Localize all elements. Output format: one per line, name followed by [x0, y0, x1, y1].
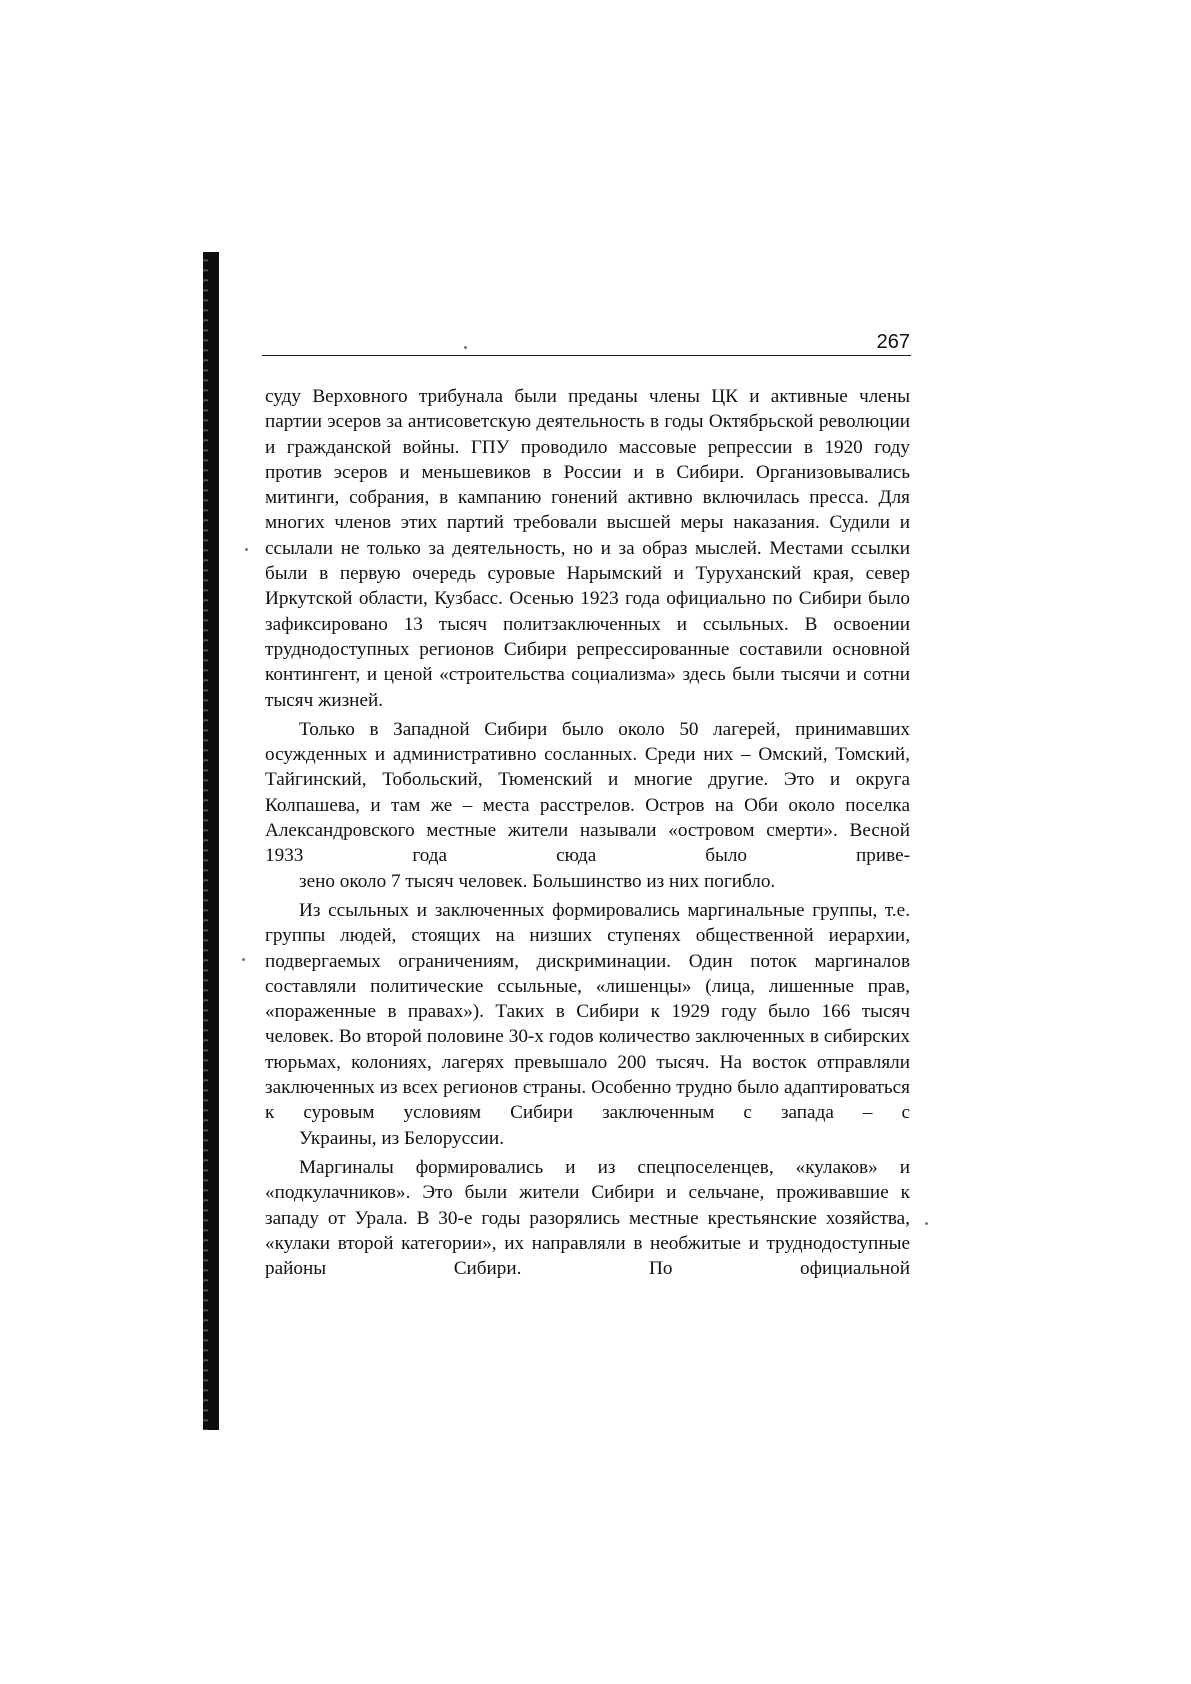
paragraph-2-body: Только в Западной Сибири было около 50 лагерей, принимавших осужденных и административно сосланных. Среди них – Омский, Томский, Тайгинский, Тобольский, Тюменский и многие другие. Это и округа Колпашева, и там же – места расстрелов. Остров на Оби около поселка Александровского местные жители называли «островом смерти». Весной 1933 года сюда было приве-: [265, 718, 910, 867]
paragraph-3-body: Из ссыльных и заключенных формировались маргинальные группы, т.е. группы людей, стоящих на низших ступенях общественной иерархии, подвергаемых ограничениям, дискриминации. Один поток маргиналов составляли политические ссыльные, «лишенцы» (лица, лишенные прав, «пораженные в правах»). Таких в Сибири к 1929 году было 166 тысяч человек. Во второй половине 30-х годов количество заключенных в сибирских тюрьмах, колониях, лагерях превышало 200 тысяч. На восток отправляли заключенных из всех регионов страны. Особенно трудно было адаптироваться к суровым условиям Сибири заключенным с запада – с: [265, 899, 910, 1124]
paragraph-1-body: суду Верховного трибунала были преданы члены ЦК и активные члены партии эсеров за антисоветскую деятельность в годы Октябрьской революции и гражданской войны. ГПУ проводило массовые репрессии в 1920 году против эсеров и меньшевиков в России и в Сибири. Организовывались митинги, собрания, в кампанию гонений активно включилась пресса. Для многих членов этих партий требовали высшей меры наказания. Судили и ссылали не только за деятельность, но и за образ мыслей. Местами ссылки были в первую очередь суровые Нарымский и Туруханский края, север Иркутской области, Кузбасс. Осенью 1923 года официально по Сибири было зафиксировано 13 тысяч политзаключенных и ссыльных. В освоении труднодоступных регионов Сибири репрессированные составили основной контингент, и ценой «строительства социализма» здесь были тысячи и сотни: [265, 386, 910, 686]
scan-speck: [242, 958, 245, 961]
paragraph-1-last-line: тысяч жизней.: [265, 689, 384, 711]
paragraph-3-last-line: Украины, из Белоруссии.: [299, 1127, 504, 1149]
paragraph-4-body: Маргиналы формировались и из спецпоселенцев, «кулаков» и «подкулачников». Это были жители Сибири и сельчане, проживавшие к западу от Урала. В 30-е годы разорялись местные крестьянские хозяйства, «кулаки второй категории», их направляли в необжитые и труднодоступные районы Сибири. По официальной: [265, 1156, 910, 1280]
scan-speck: [464, 346, 467, 349]
paragraph-3: [265, 898, 910, 1151]
page-number: 267: [876, 331, 910, 353]
paragraph-1: [265, 384, 910, 713]
scan-speck: [925, 1222, 928, 1225]
scan-speck: [245, 548, 248, 551]
scan-binding-edge: [203, 252, 219, 1430]
paragraph-4: [265, 1155, 910, 1281]
body-text: [265, 384, 910, 1281]
paragraph-2-last-line: зено около 7 тысяч человек. Большинство из них погибло.: [299, 870, 776, 892]
paragraph-2: [265, 717, 910, 894]
header-rule: [262, 355, 911, 356]
